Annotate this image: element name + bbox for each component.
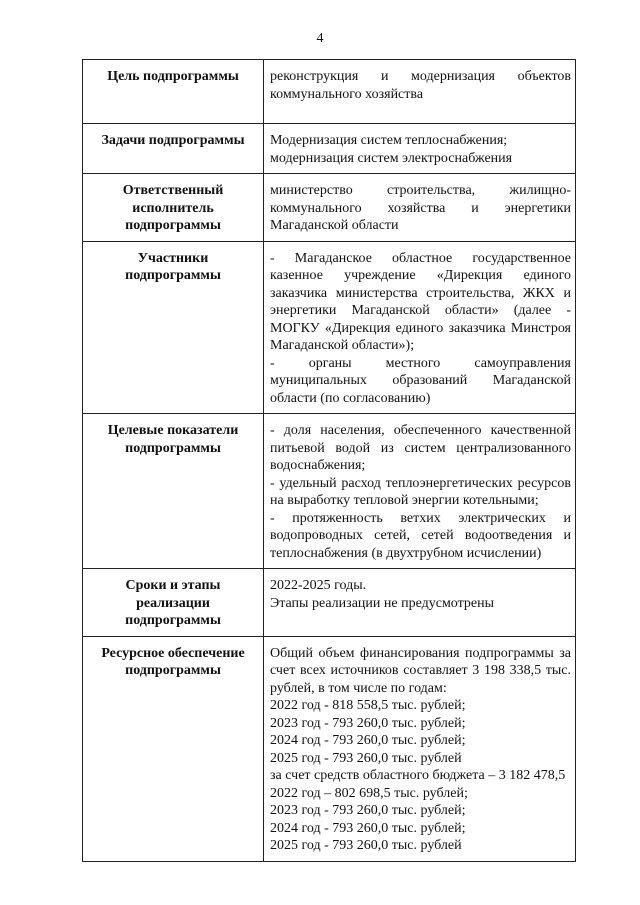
row-label: Ответственный исполнитель подпрограммы [83,174,264,242]
value-line: 2023 год - 793 260,0 тыс. рублей; [270,803,466,818]
row-value [264,124,576,174]
table-row [83,174,576,242]
value-line: Этапы реализации не предусмотрены [270,595,495,611]
row-value [264,174,576,242]
value-line: модернизация систем электроснабжения [270,150,513,166]
subprogram-passport-table [82,59,576,862]
row-value [264,60,576,124]
table-row [83,241,576,414]
row-label: Сроки и этапы реализации подпрограммы [83,569,264,637]
value-line: Модернизация систем теплоснабжения; [270,133,508,148]
row-label: Ресурсное обеспечение подпрограммы [83,636,264,861]
row-value [264,569,576,637]
row-label: Целевые показатели подпрограммы [83,414,264,569]
value-line: 2024 год - 793 260,0 тыс. рублей; [270,820,466,836]
value-line: - органы местного самоуправления муниципальных образований Магаданской области (по согласованию) [270,355,571,406]
row-value [264,241,576,414]
table-row [83,636,576,861]
table-row [83,60,576,124]
value-line: министерство строительства, жилищно-коммунального хозяйства и энергетики Магаданской области [270,183,571,233]
value-line: за счет средств областного бюджета – 3 182 478,5 [270,768,566,783]
value-line: 2022-2025 годы. [270,578,367,593]
row-label: Цель подпрограммы [83,60,264,124]
row-value [264,636,576,861]
value-line: - доля населения, обеспеченного качественной питьевой водой из систем централизованного водоснабжения; [270,423,571,473]
row-label: Задачи подпрограммы [83,124,264,174]
value-line: 2022 год – 802 698,5 тыс. рублей; [270,785,468,801]
row-value [264,414,576,569]
page-number: 4 [316,31,324,46]
value-line: 2024 год - 793 260,0 тыс. рублей; [270,733,466,748]
value-line: - протяженность ветхих электрических и водопроводных сетей, сетей водоотведения и теплоснабжения (в двухтрубном исчислении) [270,510,571,561]
value-line: реконструкция и модернизация объектов коммунального хозяйства [270,69,571,102]
value-line: 2025 год - 793 260,0 тыс. рублей [270,838,462,853]
value-line: 2023 год - 793 260,0 тыс. рублей; [270,715,466,731]
table-row [83,124,576,174]
table-row [83,569,576,637]
value-line: 2022 год - 818 558,5 тыс. рублей; [270,698,466,713]
value-line: Общий объем финансирования подпрограммы за счет всех источников составляет 3 198 338,5 тыс. рублей, в том числе по годам: [270,645,571,696]
value-line: - Магаданское областное государственное казенное учреждение «Дирекция единого заказчика министерства строительства, ЖКХ и энергетики Магаданской области» (далее - МОГКУ «Дирекция единого заказчика Минстроя Магаданской области»); [270,250,571,353]
value-line: - удельный расход теплоэнергетических ресурсов на выработку тепловой энергии котельными; [270,475,571,508]
value-line: 2025 год - 793 260,0 тыс. рублей [270,750,462,766]
table-row [83,414,576,569]
row-label: Участники подпрограммы [83,241,264,414]
